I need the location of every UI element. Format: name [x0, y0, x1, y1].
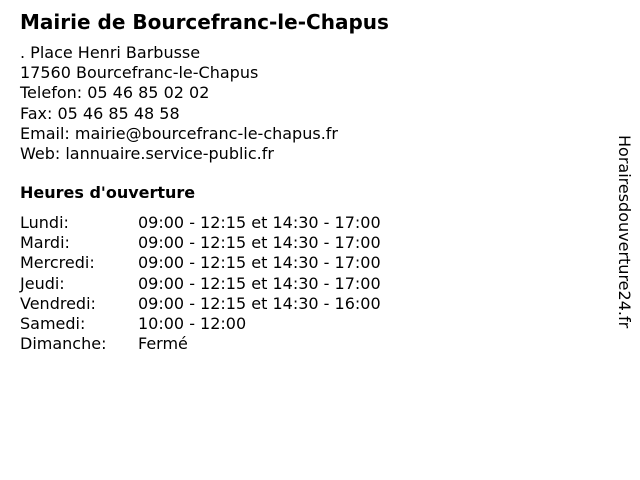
time-value: 10:00 - 12:00 — [138, 313, 247, 333]
phone-number: Telefon: 05 46 85 02 02 — [20, 83, 210, 103]
time-value: 09:00 - 12:15 et 14:30 - 17:00 — [138, 253, 381, 273]
time-value: Fermé — [138, 334, 188, 354]
site-watermark: Horairesdouverture24.fr — [615, 135, 634, 329]
address-street: . Place Henri Barbusse — [20, 43, 201, 62]
day-label: Mercredi: — [20, 253, 95, 273]
day-label: Jeudi: — [20, 273, 65, 293]
time-value: 09:00 - 12:15 et 14:30 - 16:00 — [138, 293, 381, 313]
day-label: Lundi: — [20, 213, 69, 232]
day-label: Mardi: — [20, 233, 70, 253]
contact-info — [20, 43, 338, 164]
time-value: 09:00 - 12:15 et 14:30 - 17:00 — [138, 213, 381, 232]
day-label: Vendredi: — [20, 293, 96, 313]
day-label: Dimanche: — [20, 334, 107, 354]
email-address: Email: mairie@bourcefranc-le-chapus.fr — [20, 123, 338, 143]
day-label: Samedi: — [20, 313, 86, 333]
opening-hours-heading: Heures d'ouverture — [20, 183, 196, 202]
page-title: Mairie de Bourcefranc-le-Chapus — [20, 10, 389, 34]
time-value: 09:00 - 12:15 et 14:30 - 17:00 — [138, 273, 381, 293]
time-value: 09:00 - 12:15 et 14:30 - 17:00 — [138, 233, 381, 253]
address-city: 17560 Bourcefranc-le-Chapus — [20, 63, 259, 83]
fax-number: Fax: 05 46 85 48 58 — [20, 103, 180, 123]
website-link: Web: lannuaire.service-public.fr — [20, 143, 274, 163]
